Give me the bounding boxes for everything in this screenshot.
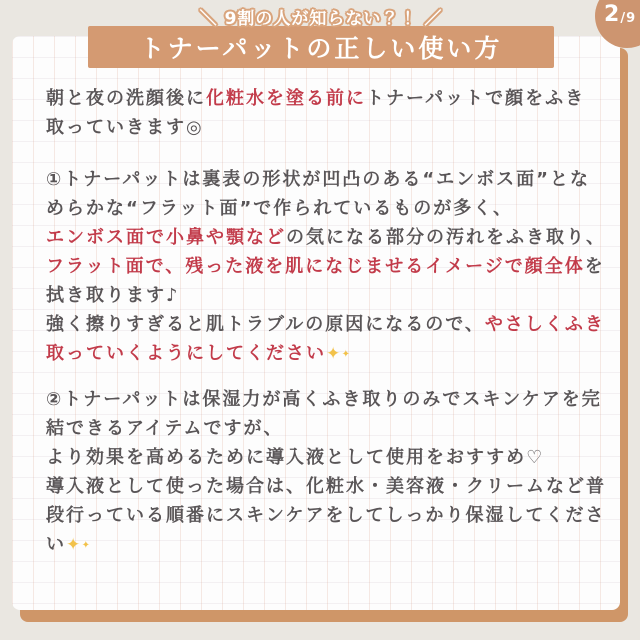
header-tagline: ＼ 9割の人が知らない？！ ／ xyxy=(199,9,443,29)
text-line xyxy=(46,281,602,310)
paragraph xyxy=(46,84,602,142)
text-line xyxy=(46,252,605,281)
page-number-separator: / xyxy=(620,11,626,26)
text-line xyxy=(46,530,602,559)
paragraph xyxy=(46,385,606,559)
body-text-segment: 結できるアイテムですが、 xyxy=(46,418,284,439)
body-text-segment: の気になる部分の汚れをふき取り、 xyxy=(286,227,606,248)
body-text-segment: めらかな“フラット面”で作られているものが多く、 xyxy=(46,198,513,219)
text-line xyxy=(46,339,602,368)
paragraph xyxy=(46,165,606,368)
emphasis-text: 化粧水を塗る前に xyxy=(206,88,366,109)
title-banner xyxy=(88,26,554,68)
body-text-segment: 強く擦りすぎると肌トラブルの原因になるので、 xyxy=(46,314,485,335)
text-line xyxy=(46,223,606,252)
emphasis-text: エンボス面で小鼻や顎など xyxy=(46,227,286,248)
body-text-segment: トナーパットで顔をふき xyxy=(366,88,586,109)
page-number xyxy=(604,4,635,26)
page-title: トナーパットの正しい使い方 xyxy=(139,34,503,63)
body-text-segment: 朝と夜の洗顔後に xyxy=(46,88,206,109)
body-text xyxy=(46,84,606,559)
text-line xyxy=(46,385,602,414)
body-text-segment: ①トナーパットは裏表の形状が凹凸のある“エンボス面”とな xyxy=(46,169,590,190)
text-line xyxy=(46,310,605,339)
body-text-segment: い xyxy=(46,534,66,555)
text-line xyxy=(46,414,602,443)
body-text-segment: を xyxy=(584,256,605,277)
text-line xyxy=(46,443,602,472)
sparkle-icon: ✦ ✦ xyxy=(326,344,350,364)
text-line xyxy=(46,472,606,501)
body-text-segment: 拭き取ります♪ xyxy=(46,285,180,306)
text-line xyxy=(46,113,602,142)
body-text-segment: ②トナーパットは保湿力が高くふき取りのみでスキンケアを完 xyxy=(46,389,602,410)
page-number-total: 9 xyxy=(626,11,636,26)
emphasis-text: 取っていくようにしてください xyxy=(46,343,326,364)
text-line xyxy=(46,194,602,223)
body-text-segment: 導入液として使った場合は、化粧水・美容液・クリームなど普 xyxy=(46,476,606,497)
text-line xyxy=(46,84,602,113)
emphasis-text: やさしくふき xyxy=(484,314,605,335)
emphasis-text: フラット面で、残った液を肌になじませるイメージで顔全体 xyxy=(46,256,585,277)
body-text-segment: 段行っている順番にスキンケアをしてしっかり保湿してくださ xyxy=(46,505,606,526)
body-text-segment: より効果を高めるために導入液として使用をおすすめ♡ xyxy=(46,447,545,468)
page-number-current: 2 xyxy=(604,2,620,27)
sparkle-icon: ✦ ✦ xyxy=(66,535,90,555)
body-text-segment: 取っていきます◎ xyxy=(46,117,204,138)
text-line xyxy=(46,501,606,530)
text-line xyxy=(46,165,602,194)
